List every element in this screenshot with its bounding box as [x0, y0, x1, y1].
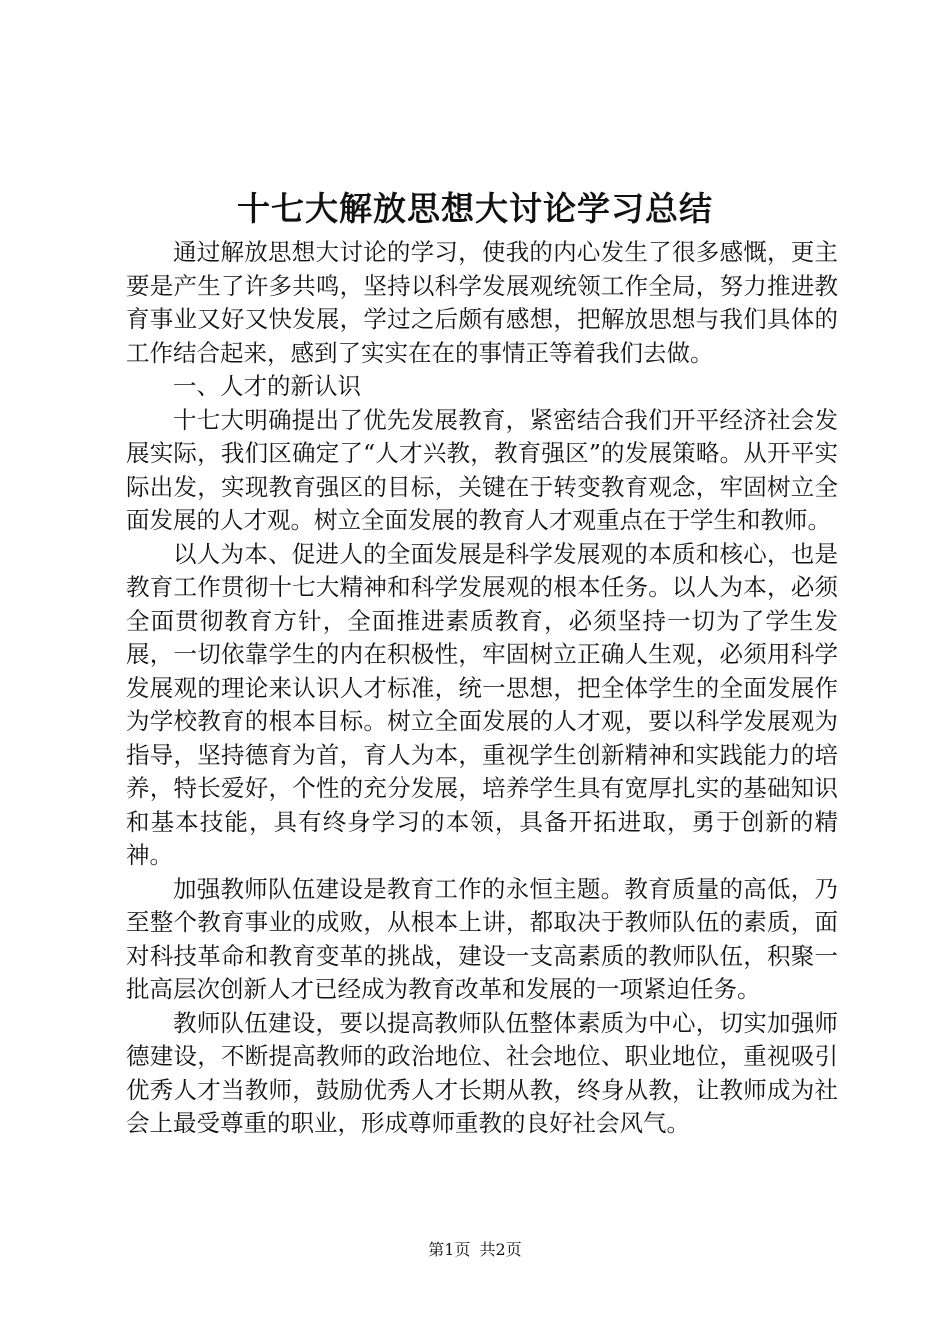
section-heading: 一、人才的新认识 [173, 372, 361, 400]
document-title: 十七大解放思想大讨论学习总结 [237, 189, 713, 228]
document-body [126, 236, 838, 1141]
paragraph: 加强教师队伍建设是教育工作的永恒主题。教育质量的高低，乃至整个教育事业的成败，从根本上讲，都取决于教师队伍的素质，面对科技革命和教育变革的挑战，建设一支高素质的教师队伍，积聚一批高层次创新人才已经成为教育改革和发展的一项紧迫任务。 [126, 874, 838, 1003]
paragraph: 教师队伍建设，要以提高教师队伍整体素质为中心，切实加强师德建设，不断提高教师的政治地位、社会地位、职业地位，重视吸引优秀人才当教师，鼓励优秀人才长期从教，终身从教，让教师成为社会上最受尊重的职业，形成尊师重教的良好社会风气。 [126, 1008, 838, 1137]
page-footer [0, 1239, 950, 1261]
page-number: 第1页 [428, 1240, 471, 1259]
paragraph: 十七大明确提出了优先发展教育，紧密结合我们开平经济社会发展实际，我们区确定了“人才兴教，教育强区”的发展策略。从开平实际出发，实现教育强区的目标，关键在于转变教育观念，牢固树立全面发展的人才观。树立全面发展的教育人才观重点在于学生和教师。 [126, 405, 838, 534]
page-total: 共2页 [479, 1240, 522, 1259]
paragraph: 以人为本、促进人的全面发展是科学发展观的本质和核心，也是教育工作贯彻十七大精神和科学发展观的根本任务。以人为本，必须全面贯彻教育方针，全面推进素质教育，必须坚持一切为了学生发展，一切依靠学生的内在积极性，牢固树立正确人生观，必须用科学发展观的理论来认识人才标准，统一思想，把全体学生的全面发展作为学校教育的根本目标。树立全面发展的人才观，要以科学发展观为指导，坚持德育为首，育人为本，重视学生创新精神和实践能力的培养，特长爱好，个性的充分发展，培养学生具有宽厚扎实的基础知识和基本技能，具有终身学习的本领，具备开拓进取，勇于创新的精神。 [126, 539, 838, 869]
paragraph-intro: 通过解放思想大讨论的学习，使我的内心发生了很多感慨，更主要是产生了许多共鸣，坚持以科学发展观统领工作全局，努力推进教育事业又好又快发展，学过之后颇有感想，把解放思想与我们具体的工作结合起来，感到了实实在在的事情正等着我们去做。 [126, 238, 838, 367]
